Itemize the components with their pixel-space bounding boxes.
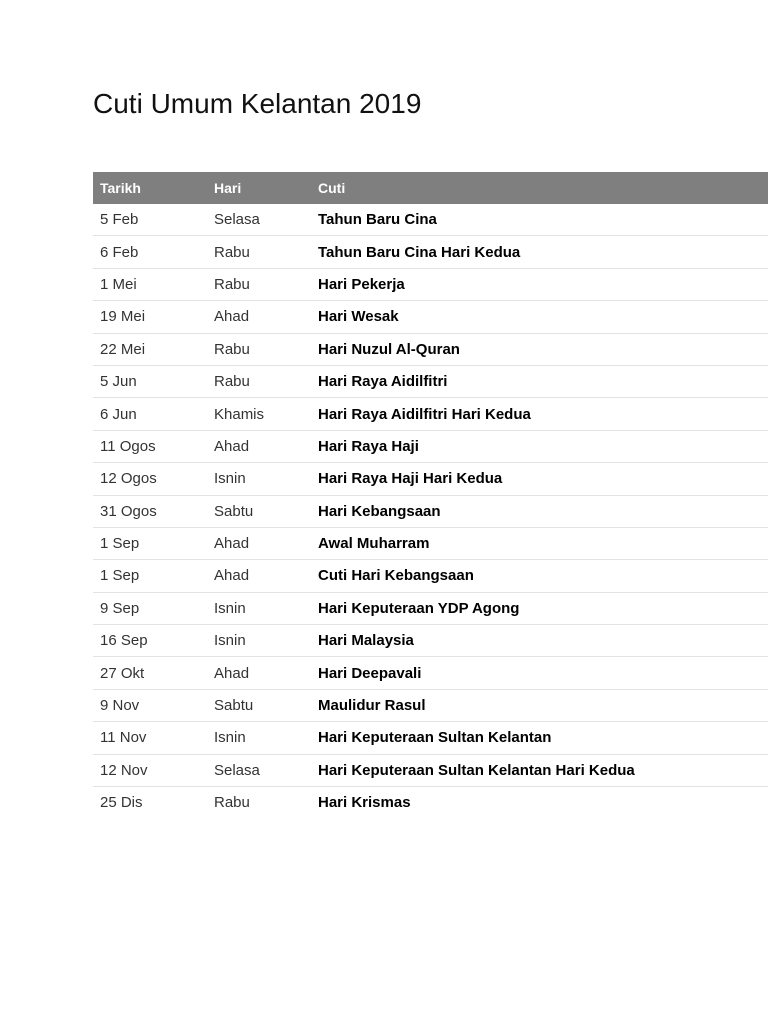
cell-holiday: Hari Keputeraan YDP Agong — [311, 592, 768, 624]
cell-date: 11 Ogos — [93, 430, 207, 462]
table-row — [93, 236, 768, 268]
cell-day: Rabu — [207, 268, 311, 300]
table-row — [93, 430, 768, 462]
table-row — [93, 722, 768, 754]
table-row — [93, 527, 768, 559]
cell-holiday: Hari Krismas — [318, 794, 411, 812]
cell-date: 6 Feb — [93, 236, 207, 268]
cell-holiday: Hari Keputeraan Sultan Kelantan Hari Kedua — [311, 754, 768, 786]
cell-date: 12 Nov — [93, 754, 207, 786]
cell-date: 5 Jun — [93, 365, 207, 397]
cell-date: 22 Mei — [93, 333, 207, 365]
cell-holiday: Hari Kebangsaan — [311, 495, 768, 527]
cell-date: 5 Feb — [93, 204, 207, 236]
cell-day: Isnin — [207, 722, 311, 754]
cell-date: 1 Sep — [93, 527, 207, 559]
cell-day: Ahad — [207, 527, 311, 559]
table-row — [93, 495, 768, 527]
cell-day: Sabtu — [207, 689, 311, 721]
cell-day: Ahad — [207, 301, 311, 333]
cell-day: Ahad — [207, 430, 311, 462]
table-row — [93, 592, 768, 624]
table-body — [93, 204, 768, 818]
cell-date: 16 Sep — [93, 625, 207, 657]
cell-day: Isnin — [207, 592, 311, 624]
cell-holiday: Hari Malaysia — [311, 625, 768, 657]
cell-holiday: Hari Raya Aidilfitri Hari Kedua — [311, 398, 768, 430]
cell-date: 27 Okt — [93, 657, 207, 689]
cell-holiday: Hari Nuzul Al-Quran — [311, 333, 768, 365]
cell-day: Rabu — [207, 236, 311, 268]
cell-holiday: Hari Deepavali — [311, 657, 768, 689]
cell-holiday: Awal Muharram — [311, 527, 768, 559]
table-row — [93, 301, 768, 333]
cell-holiday: Hari Keputeraan Sultan Kelantan — [311, 722, 768, 754]
cell-date: 25 Dis — [100, 794, 143, 812]
cell-day: Khamis — [207, 398, 311, 430]
table-row — [93, 787, 768, 819]
cell-holiday: Hari Pekerja — [311, 268, 768, 300]
table-row — [93, 657, 768, 689]
cell-holiday: Hari Raya Aidilfitri — [311, 365, 768, 397]
cell-holiday: Tahun Baru Cina Hari Kedua — [311, 236, 768, 268]
cell-day: Isnin — [207, 463, 311, 495]
cell-date: 1 Mei — [93, 268, 207, 300]
column-header-day: Hari — [214, 180, 242, 196]
table-row — [93, 560, 768, 592]
cell-day: Selasa — [207, 204, 311, 236]
cell-date: 1 Sep — [93, 560, 207, 592]
cell-date: 11 Nov — [93, 722, 207, 754]
cell-holiday: Hari Raya Haji Hari Kedua — [311, 463, 768, 495]
cell-holiday: Cuti Hari Kebangsaan — [311, 560, 768, 592]
table-row — [93, 754, 768, 786]
cell-day: Rabu — [214, 794, 250, 812]
cell-date: 19 Mei — [93, 301, 207, 333]
cell-day: Ahad — [207, 560, 311, 592]
cell-day: Ahad — [207, 657, 311, 689]
table-row — [93, 268, 768, 300]
cell-day: Selasa — [207, 754, 311, 786]
cell-date: 12 Ogos — [93, 463, 207, 495]
cell-date: 31 Ogos — [93, 495, 207, 527]
table-row — [93, 365, 768, 397]
cell-day: Rabu — [207, 333, 311, 365]
table-header-row — [93, 172, 768, 204]
cell-date: 9 Sep — [93, 592, 207, 624]
table-row — [93, 625, 768, 657]
table-header — [93, 172, 768, 204]
cell-holiday: Tahun Baru Cina — [311, 204, 768, 236]
cell-date: 6 Jun — [93, 398, 207, 430]
cell-holiday: Hari Wesak — [311, 301, 768, 333]
cell-day: Rabu — [207, 365, 311, 397]
cell-holiday: Hari Raya Haji — [311, 430, 768, 462]
table-row — [93, 463, 768, 495]
column-header-date: Tarikh — [100, 180, 141, 196]
cell-day: Isnin — [207, 625, 311, 657]
cell-date: 9 Nov — [93, 689, 207, 721]
cell-day: Sabtu — [207, 495, 311, 527]
table-row — [93, 689, 768, 721]
cell-holiday: Maulidur Rasul — [311, 689, 768, 721]
table-row — [93, 204, 768, 236]
holiday-table — [93, 172, 768, 818]
table-row — [93, 398, 768, 430]
column-header-holiday: Cuti — [318, 180, 346, 196]
table-row — [93, 333, 768, 365]
page-title: Cuti Umum Kelantan 2019 — [93, 88, 422, 119]
